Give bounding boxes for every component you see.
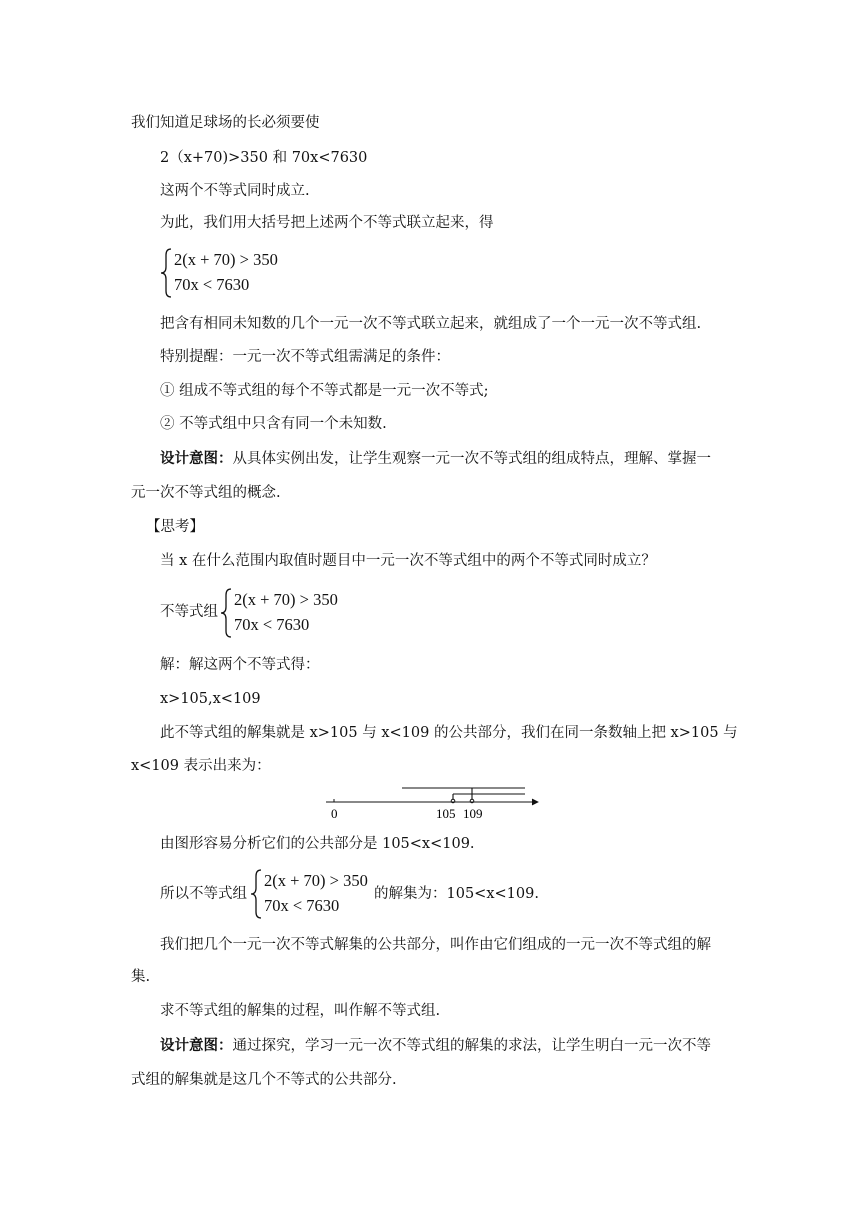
- definition: 我们把几个一元一次不等式解集的公共部分，叫作由它们组成的一元一次不等式组的解: [160, 937, 711, 953]
- design-intent-1-cont: 元一次不等式组的概念.: [131, 485, 281, 501]
- arrow-icon: [532, 799, 538, 805]
- system-row-2: 70x < 7630: [264, 896, 340, 915]
- solution-intro: 解：解这两个不等式得：: [160, 657, 320, 673]
- definition: 求不等式组的解集的过程，叫作解不等式组.: [160, 1003, 441, 1019]
- definition: 把含有相同未知数的几个一元一次不等式联立起来，就组成了一个一元一次不等式组.: [160, 316, 702, 332]
- design-intent-label: 设计意图：: [160, 1037, 233, 1054]
- inequality-pair: 2（x+70)>350 和 70x<7630: [160, 150, 368, 166]
- paragraph: 此不等式组的解集就是 x>105 与 x<109 的公共部分，我们在同一条数轴上把 x>105 与: [160, 725, 738, 741]
- inequality-system: [250, 868, 375, 920]
- design-intent-2: [160, 1036, 711, 1056]
- solution-result: x>105,x<109: [160, 691, 261, 707]
- condition-1: ① 组成不等式组的每个不等式都是一元一次不等式;: [160, 383, 489, 399]
- design-intent-label: 设计意图：: [160, 450, 233, 467]
- left-brace-icon: [250, 868, 262, 920]
- label-0: 0: [331, 806, 338, 821]
- inequality-system: [220, 587, 360, 639]
- paragraph: 我们知道足球场的长必须要使: [131, 115, 320, 131]
- number-line-diagram: [322, 782, 542, 824]
- label-105: 105: [436, 806, 456, 821]
- solution-set: 的解集为：105<x<109.: [374, 886, 539, 902]
- system-row-1: 2(x + 70) > 350: [264, 871, 368, 890]
- definition-cont: 集.: [131, 969, 151, 985]
- paragraph: 这两个不等式同时成立.: [160, 183, 310, 199]
- design-intent-1: [160, 449, 711, 469]
- design-intent-2-cont: 式组的解集就是这几个不等式的公共部分.: [131, 1072, 397, 1088]
- inequality-system: [160, 247, 300, 299]
- system-row-1: 2(x + 70) > 350: [234, 590, 338, 609]
- question: 当 x 在什么范围内取值时题目中一元一次不等式组中的两个不等式同时成立？: [160, 553, 656, 569]
- condition-2: ② 不等式组中只含有同一个未知数.: [160, 416, 387, 432]
- system-row-2: 70x < 7630: [234, 615, 310, 634]
- system-row-1: 2(x + 70) > 350: [174, 250, 278, 269]
- system-row-2: 70x < 7630: [174, 275, 250, 294]
- paragraph: 由图形容易分析它们的公共部分是 105<x<109.: [160, 836, 475, 852]
- design-intent-text: 通过探究，学习一元一次不等式组的解集的求法，让学生明白一元一次不等: [232, 1038, 711, 1054]
- system-prefix: 不等式组: [160, 604, 218, 620]
- left-brace-icon: [220, 587, 232, 639]
- label-109: 109: [463, 806, 483, 821]
- reminder-title: 特别提醒：一元一次不等式组需满足的条件：: [160, 349, 450, 365]
- design-intent-text: 从具体实例出发，让学生观察一元一次不等式组的组成特点，理解、掌握一: [232, 451, 711, 467]
- left-brace-icon: [160, 247, 172, 299]
- system-prefix: 所以不等式组: [160, 886, 247, 902]
- paragraph-cont: x<109 表示出来为：: [131, 758, 271, 774]
- think-heading: 【思考】: [146, 519, 204, 535]
- paragraph: 为此，我们用大括号把上述两个不等式联立起来，得: [160, 215, 494, 231]
